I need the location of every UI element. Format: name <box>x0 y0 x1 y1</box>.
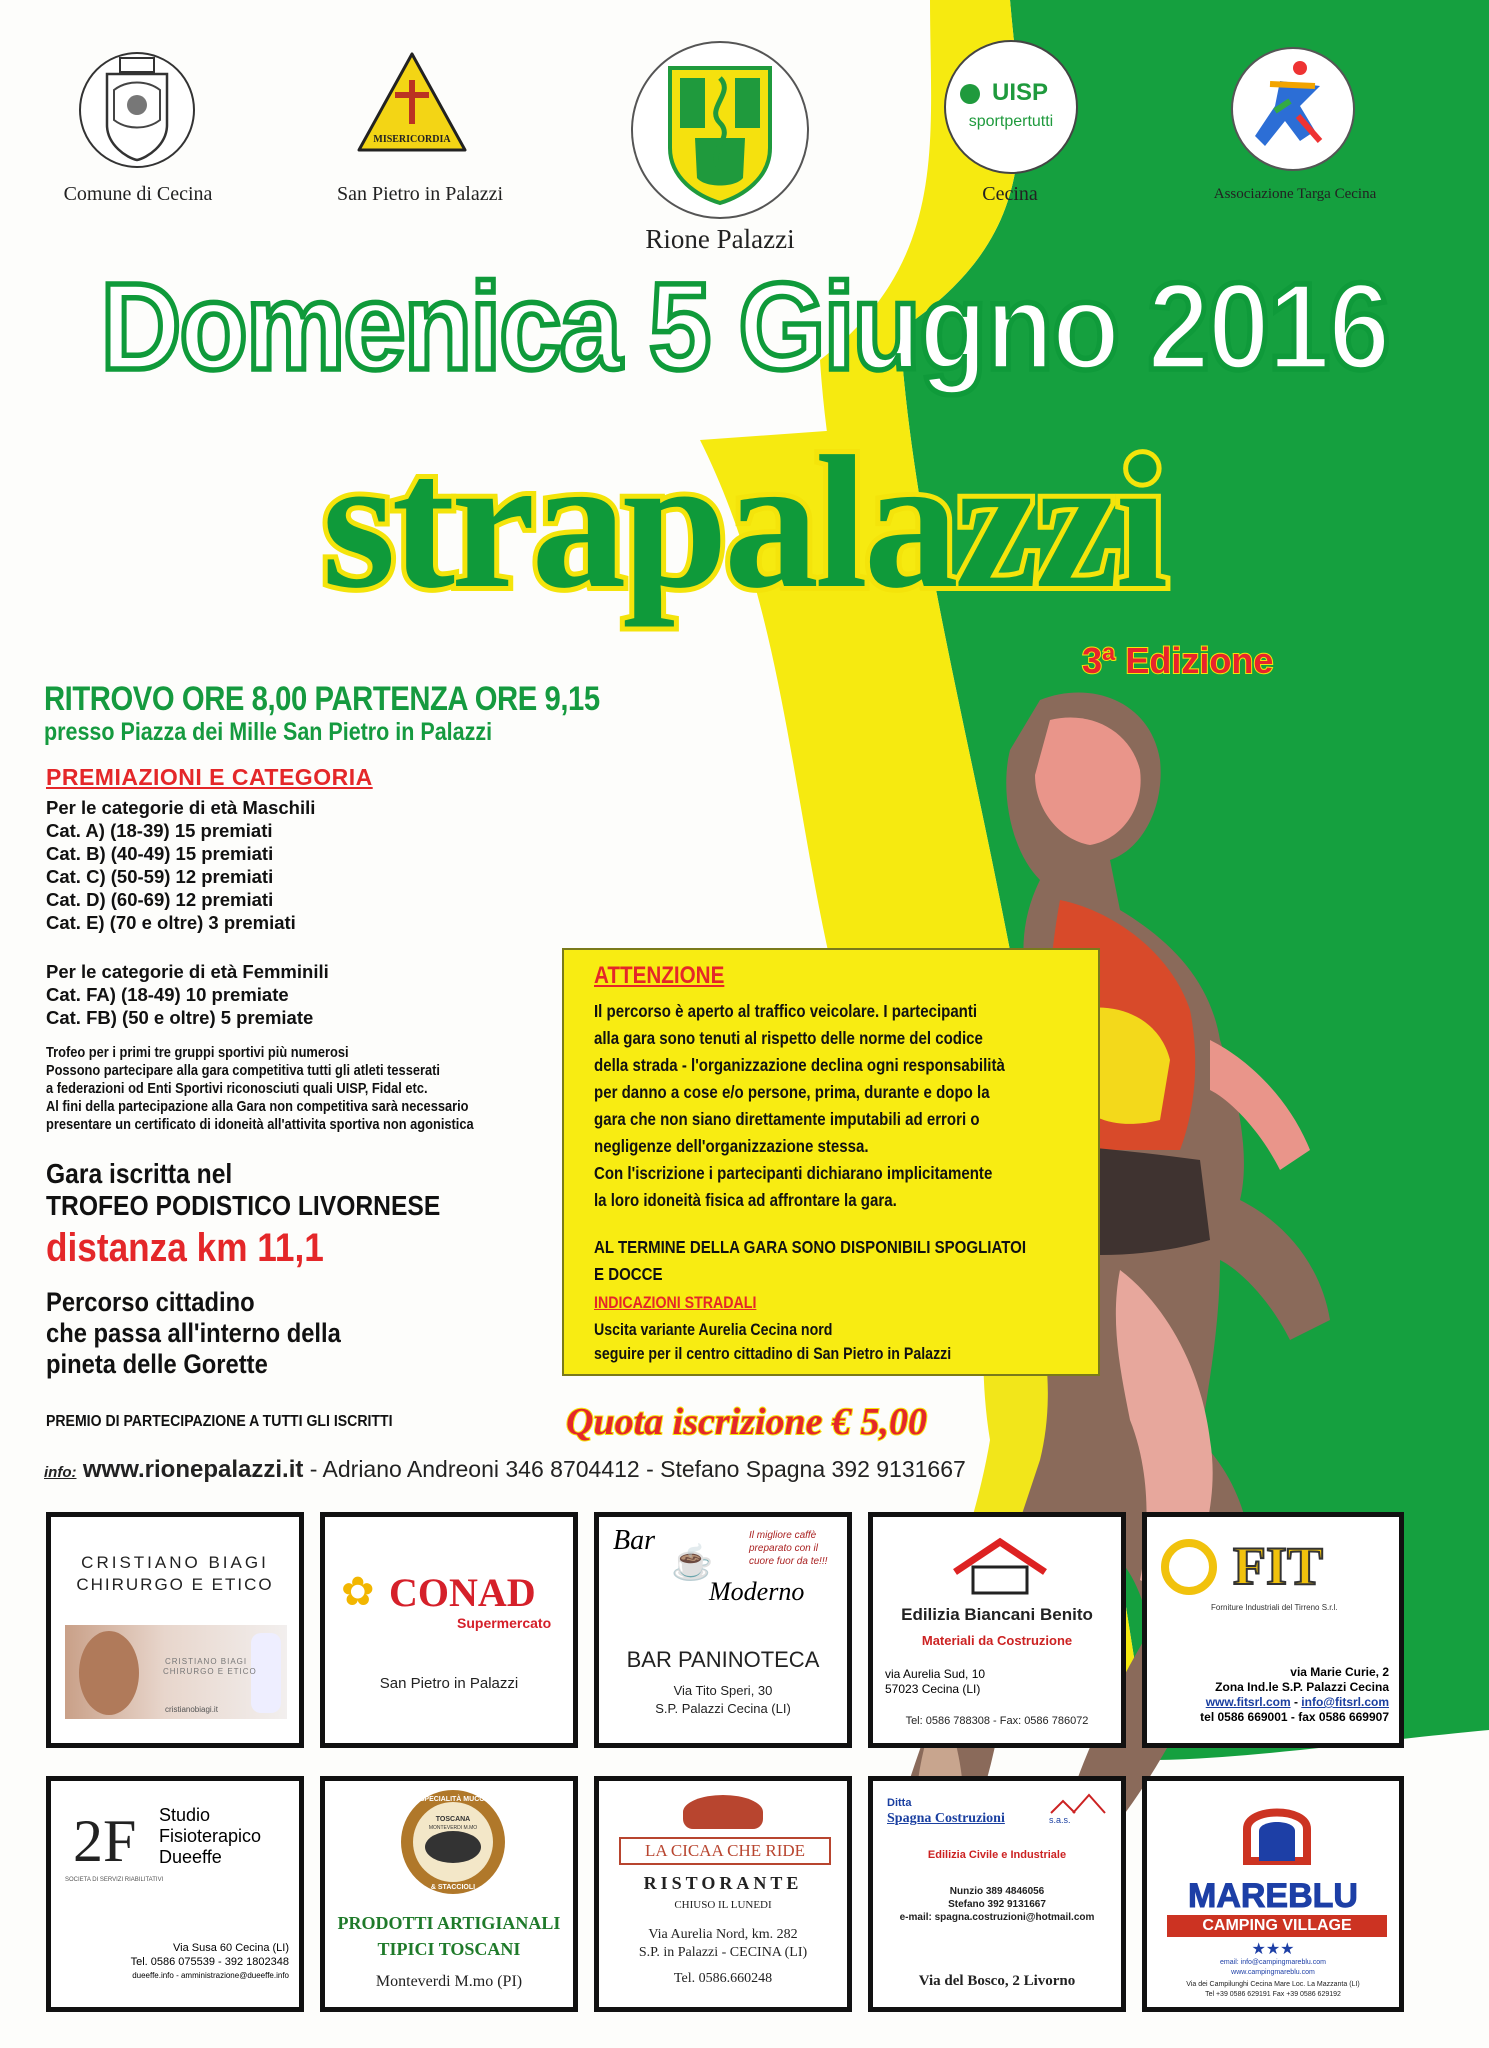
directions-line: Uscita variante Aurelia Cecina nord <box>594 1321 833 1339</box>
biagi-website: cristianobiagi.it <box>165 1705 218 1714</box>
female-intro: Per le categorie di età Femminili <box>46 961 329 982</box>
spagna-stefano: Stefano 392 9131667 <box>948 1899 1046 1910</box>
note-line: Al fini della partecipazione alla Gara non competitiva sarà necessario <box>46 1099 469 1115</box>
mareblu-name: MAREBLU <box>1188 1877 1358 1915</box>
fit-contact: via Marie Curie, 2 Zona Ind.le S.P. Palazzi Cecina www.fitsrl.com - info@fitsrl.com tel 0586 669001 - fax 0586 669907 <box>1200 1665 1389 1724</box>
cicala-address-1: Via Aurelia Nord, km. 282 <box>648 1927 798 1942</box>
biagi-name: CRISTIANO BIAGI <box>81 1553 269 1572</box>
address-line: 57023 Cecina (LI) <box>885 1682 981 1696</box>
attention-line: alla gara sono tenuti al rispetto delle norme del codice <box>594 1028 983 1048</box>
spagna-suffix: s.a.s. <box>1049 1815 1071 1825</box>
comune-cecina-label: Comune di Cecina <box>63 183 213 205</box>
male-category-e: Cat. E) (70 e oltre) 3 premiati <box>46 912 296 933</box>
participation-prize-text: PREMIO DI PARTECIPAZIONE A TUTTI GLI ISCRITTI <box>46 1413 393 1430</box>
slogan-line: Il migliore caffè <box>749 1530 817 1541</box>
slogan-line: cuore fuor da te!!! <box>749 1556 828 1567</box>
attention-title: ATTENZIONE <box>594 962 725 989</box>
attention-line: per danno a cose e/o persone, prima, durante e dopo la <box>594 1082 990 1102</box>
mareblu-arch-icon <box>1241 1793 1313 1865</box>
dueeffe-address: Via Susa 60 Cecina (LI) <box>173 1942 289 1954</box>
mareblu-email: email: info@campingmareblu.com <box>1220 1959 1326 1966</box>
fit-address-2: Zona Ind.le S.P. Palazzi Cecina <box>1215 1680 1389 1694</box>
female-category-fa: Cat. FA) (18-49) 10 premiate <box>46 984 289 1005</box>
route-description <box>46 1287 341 1380</box>
note-line: Trofeo per i primi tre gruppi sportivi più numerosi <box>46 1045 349 1061</box>
mucci-line-1: PRODOTTI ARTIGIANALI <box>337 1913 561 1933</box>
mucci-line-2: TIPICI TOSCANI <box>377 1939 521 1959</box>
dueeffe-phone: Tel. 0586 075539 - 392 1802348 <box>130 1956 289 1968</box>
targa-cecina-label: Associazione Targa Cecina <box>1213 186 1377 202</box>
route-line: che passa all'interno della <box>46 1318 341 1348</box>
ad-spagna <box>868 1776 1126 2012</box>
attention-line: la loro idoneità fisica ad affrontare la gara. <box>594 1190 897 1210</box>
mareblu-phone: Tel +39 0586 629191 Fax +39 0586 629192 <box>1205 1991 1341 1998</box>
ad-mucci <box>320 1776 578 2012</box>
name-line: Dueeffe <box>159 1847 222 1867</box>
cicala-address-2: S.P. in Palazzi - CECINA (LI) <box>638 1945 808 1960</box>
ad-fit <box>1142 1512 1404 1748</box>
info-label: info: <box>44 1464 77 1481</box>
biagi-photo <box>65 1625 287 1719</box>
directions-text <box>594 1318 1101 1366</box>
attention-line: della strada - l'organizzazione declina ogni responsabilità <box>594 1055 1005 1075</box>
spagna-address: Via del Bosco, 2 Livorno <box>918 1973 1076 1989</box>
cicala-phone: Tel. 0586.660248 <box>673 1971 773 1986</box>
name-line: Studio <box>159 1805 211 1825</box>
spagna-ditta: Ditta <box>887 1797 912 1809</box>
spagna-sub: Edilizia Civile e Industriale <box>927 1849 1067 1861</box>
comune-crest-icon <box>72 50 202 170</box>
spogliatoi-line: E DOCCE <box>594 1264 663 1284</box>
male-intro: Per le categorie di età Maschili <box>46 797 316 818</box>
fit-address-1: via Marie Curie, 2 <box>1290 1665 1389 1679</box>
dueeffe-logo: 2F <box>73 1808 137 1874</box>
svg-text:MISERICORDIA: MISERICORDIA <box>373 134 451 145</box>
fit-sub: Forniture Industriali del Tirreno S.r.l. <box>1211 1603 1338 1612</box>
biagi-title: CHIRURGO E ETICO <box>76 1575 274 1594</box>
male-category-a: Cat. A) (18-39) 15 premiati <box>46 820 273 841</box>
svg-text:MONTEVERDI M.MO: MONTEVERDI M.MO <box>428 1825 478 1831</box>
ad-conad <box>320 1512 578 1748</box>
note-line: presentare un certificato di idoneità all'attivita sportiva non agonistica <box>46 1117 474 1133</box>
note-line: a federazioni od Enti Sportivi riconosciuti quali UISP, Fidal etc. <box>46 1081 428 1097</box>
rione-palazzi-label: Rione Palazzi <box>645 224 795 254</box>
directions-title: INDICAZIONI STRADALI <box>594 1294 757 1312</box>
male-category-d: Cat. D) (60-69) 12 premiati <box>46 889 274 910</box>
conad-place: San Pietro in Palazzi <box>379 1675 519 1692</box>
uisp-city-label: Cecina <box>982 183 1038 205</box>
attention-line: Con l'iscrizione i partecipanti dichiarano implicitamente <box>594 1163 993 1183</box>
bar-name-1: Bar <box>613 1525 655 1556</box>
fit-email: info@fitsrl.com <box>1301 1695 1389 1709</box>
spagna-name: Spagna Costruzioni <box>887 1811 1005 1826</box>
dueeffe-tagline: SOCIETA DI SERVIZI RIABILITATIVI <box>65 1877 164 1883</box>
fit-website: www.fitsrl.com <box>1205 1695 1291 1709</box>
spagna-nunzio: Nunzio 389 4846056 <box>949 1886 1045 1897</box>
coffee-cup-icon: ☕ <box>671 1544 714 1582</box>
woman-portrait-icon <box>79 1631 139 1715</box>
attention-box <box>562 948 1100 1376</box>
conad-name: CONAD <box>389 1570 536 1615</box>
dueeffe-web: dueeffe.info - amministrazione@dueeffe.info <box>132 1971 289 1980</box>
ad-biancani <box>868 1512 1126 1748</box>
female-category-fb: Cat. FB) (50 e oltre) 5 premiate <box>46 1007 314 1028</box>
event-date-title: Domenica 5 Giugno 2016 <box>100 257 1389 396</box>
svg-text:sportpertutti: sportpertutti <box>968 113 1054 130</box>
male-categories <box>46 796 315 934</box>
route-line: Percorso cittadino <box>46 1287 255 1317</box>
rione-palazzi-logo <box>625 38 815 223</box>
note-line: Possono partecipare alla gara competitiva tutti gli atleti tesserati <box>46 1063 440 1079</box>
ad-cicala <box>594 1776 852 2012</box>
mucci-place: Monteverdi M.mo (PI) <box>375 1973 523 1990</box>
misericordia-triangle-icon <box>355 50 469 168</box>
fit-phone: tel 0586 669001 - fax 0586 669907 <box>1200 1710 1389 1724</box>
biagi-photo-caption-2: CHIRURGO E ETICO <box>163 1667 257 1676</box>
bar-address-2: S.P. Palazzi Cecina (LI) <box>655 1701 791 1716</box>
biancani-address <box>885 1667 985 1697</box>
slogan-line: preparato con il <box>749 1543 818 1554</box>
misericordia-label: San Pietro in Palazzi <box>336 183 504 205</box>
bar-slogan <box>749 1529 827 1568</box>
svg-text:TOSCANA: TOSCANA <box>435 1816 471 1823</box>
ritrovo-text: RITROVO ORE 8,00 PARTENZA ORE 9,15 <box>44 680 600 718</box>
gara-text <box>46 1158 440 1222</box>
conad-sub: Supermercato <box>457 1615 552 1631</box>
info-line <box>44 1456 966 1484</box>
svg-text:SPECIALITÀ MUCCI: SPECIALITÀ MUCCI <box>419 1796 487 1803</box>
mareblu-web: www.campingmareblu.com <box>1231 1969 1315 1976</box>
cicala-name-2: A CHE RIDE <box>711 1841 806 1860</box>
comune-cecina-logo <box>72 50 202 170</box>
misericordia-logo <box>355 50 469 168</box>
biancani-sub: Materiali da Costruzione <box>921 1633 1073 1648</box>
gara-line-2: TROFEO PODISTICO LIVORNESE <box>46 1190 441 1221</box>
attention-line: gara che non siano direttamente imputabili ad errori o <box>594 1109 980 1129</box>
route-line: pineta delle Gorette <box>46 1349 268 1379</box>
bar-address-1: Via Tito Speri, 30 <box>673 1683 773 1698</box>
gara-line-1: Gara iscritta nel <box>46 1158 233 1189</box>
uisp-circle-icon <box>942 38 1080 176</box>
uisp-logo <box>942 38 1080 176</box>
cicada-leaf-icon <box>683 1795 763 1829</box>
targa-cecina-logo <box>1230 46 1356 172</box>
biancani-name: Edilizia Biancani Benito <box>901 1605 1093 1624</box>
address-line: via Aurelia Sud, 10 <box>885 1667 986 1681</box>
spogliatoi-line: AL TERMINE DELLA GARA SONO DISPONIBILI SPOGLIATOI <box>594 1237 1027 1257</box>
event-name-title: strapalazzi <box>321 418 1165 628</box>
participation-notes <box>46 1044 539 1134</box>
spagna-contacts <box>873 1885 1121 1924</box>
spogliatoi-text <box>594 1234 1101 1288</box>
svg-text:& STACCIOLI: & STACCIOLI <box>430 1884 476 1891</box>
presso-text: presso Piazza dei Mille San Pietro in Palazzi <box>44 718 493 746</box>
contacts-text: - Adriano Andreoni 346 8704412 - Stefano Spagna 392 9131667 <box>303 1456 966 1482</box>
entry-fee: Quota iscrizione € 5,00 <box>566 1401 928 1443</box>
attention-body <box>594 998 1101 1214</box>
attention-line: negligenze dell'organizzazione stessa. <box>594 1136 869 1156</box>
house-icon <box>945 1537 1055 1597</box>
ad-cristiano-biagi <box>46 1512 304 1748</box>
edition-label: 3ª Edizione <box>1082 640 1274 681</box>
cicala-name <box>619 1837 831 1865</box>
distance-text: distanza km 11,1 <box>46 1226 324 1270</box>
cicala-closed: CHIUSO IL LUNEDI <box>674 1899 772 1911</box>
dueeffe-name <box>159 1805 261 1868</box>
directions-line: seguire per il centro cittadino di San Pietro in Palazzi <box>594 1345 952 1363</box>
ad-mareblu <box>1142 1776 1404 2012</box>
biagi-photo-caption-1: CRISTIANO BIAGI <box>165 1657 248 1666</box>
fit-name: FIT <box>1233 1536 1324 1596</box>
runner-logo-icon <box>1230 46 1356 172</box>
mareblu-sub: CAMPING VILLAGE <box>1167 1915 1387 1937</box>
male-category-b: Cat. B) (40-49) 15 premiati <box>46 843 274 864</box>
rione-shield-icon <box>625 38 815 223</box>
ad-bar-moderno <box>594 1512 852 1748</box>
cicala-type: RISTORANTE <box>643 1873 803 1893</box>
female-categories <box>46 960 329 1029</box>
attention-line: Il percorso è aperto al traffico veicolare. I partecipanti <box>594 1001 978 1021</box>
cicala-name-1: LA CICA <box>644 1841 712 1860</box>
flower-icon: ✿ <box>341 1570 375 1614</box>
gear-icon <box>1161 1539 1217 1595</box>
mareblu-stars: ★★★ <box>1251 1941 1295 1958</box>
bar-name-2: Moderno <box>709 1577 805 1606</box>
name-line: Fisioterapico <box>159 1826 262 1846</box>
ad-dueeffe <box>46 1776 304 2012</box>
awards-heading: PREMIAZIONI E CATEGORIA <box>46 764 373 790</box>
website-link[interactable]: www.rionepalazzi.it <box>82 1456 304 1483</box>
biancani-phone: Tel: 0586 788308 - Fax: 0586 786072 <box>905 1715 1089 1727</box>
spagna-email: e-mail: spagna.costruzioni@hotmail.com <box>899 1912 1095 1923</box>
mareblu-address: Via dei Campilunghi Cecina Mare Loc. La Mazzanta (LI) <box>1186 1981 1360 1988</box>
pig-badge-icon <box>393 1787 513 1897</box>
svg-text:UISP: UISP <box>991 79 1049 106</box>
male-category-c: Cat. C) (50-59) 12 premiati <box>46 866 274 887</box>
dueeffe-contact <box>131 1941 289 1983</box>
bar-title: BAR PANINOTECA <box>626 1647 820 1672</box>
houses-icon <box>1049 1787 1109 1815</box>
